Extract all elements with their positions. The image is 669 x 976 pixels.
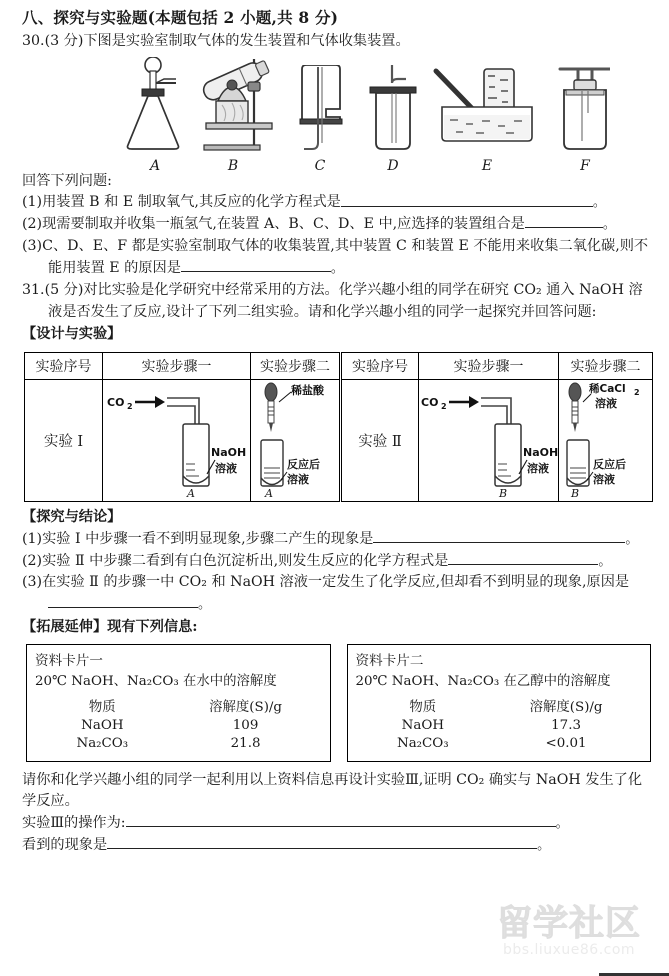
- card-two-row2-value: <0.01: [545, 736, 587, 752]
- question-30-item-3: [22, 236, 651, 279]
- q31-c2-label: (2): [22, 552, 43, 569]
- svg-text:溶液: 溶液: [593, 473, 615, 487]
- apparatus-label-E: E: [481, 157, 493, 174]
- svg-text:CO: CO: [107, 396, 125, 410]
- q30-item1-period: 。: [592, 195, 606, 211]
- q31-c3-label: (3): [22, 574, 43, 591]
- question-31-stem: 31.(5 分)对比实验是化学研究中经常采用的方法。化学兴趣小组的同学在研究 CO₂ 通入 NaOH 溶液是否发生了反应,设计了下列二组实验。请和化学兴趣小组的同学一起探究并回答问题:: [22, 282, 643, 320]
- inverted-collection-bottle-icon: [290, 65, 350, 153]
- apparatus-E: [432, 63, 542, 174]
- svg-text:稀盐酸: 稀盐酸: [291, 384, 324, 398]
- svg-text:稀CaCl: 稀CaCl: [589, 383, 626, 396]
- svg-text:2: 2: [127, 402, 133, 412]
- watermark-main-text: 留学社区: [496, 904, 641, 944]
- test-tube-heated-on-stand-icon: [190, 57, 276, 153]
- apparatus-A: [120, 57, 190, 174]
- experiment-1-index: 实验 Ⅰ: [25, 380, 103, 502]
- water-displacement-trough-icon: [432, 63, 542, 153]
- svg-text:溶液: 溶液: [527, 462, 549, 476]
- card-one-table: [35, 695, 322, 753]
- design-heading: 【设计与实验】: [22, 326, 122, 343]
- upright-collection-bottle-icon: [362, 61, 424, 153]
- extension-heading: 【拓展延伸】现有下列信息:: [22, 618, 198, 635]
- q31-c2-text: 实验 Ⅱ 中步骤二看到有白色沉淀析出,则发生反应的化学方程式是: [42, 552, 449, 569]
- q31-c1-blank[interactable]: [373, 529, 625, 543]
- apparatus-label-C: C: [314, 157, 326, 174]
- co2-into-naoh-test-tube-icon-2: [419, 380, 559, 502]
- q31-close1-text: 实验Ⅲ的操作为:: [22, 814, 126, 831]
- experiment-table: [24, 352, 653, 502]
- q30-item1-blank[interactable]: [341, 192, 593, 206]
- header-step-two-2: 实验步骤二: [559, 353, 653, 380]
- experiment-1-step-one-figure: [103, 380, 251, 502]
- svg-text:溶液: 溶液: [595, 397, 617, 411]
- header-step-two-1: 实验步骤二: [251, 353, 341, 380]
- card-two-row1-value: 17.3: [551, 718, 581, 734]
- card-one-row1-substance: NaOH: [81, 718, 124, 734]
- table-row: [35, 695, 322, 717]
- q31-closing-text: 请你和化学兴趣小组的同学一起利用以上资料信息再设计实验Ⅲ,证明 CO₂ 确实与 NaOH 发生了化学反应。: [22, 771, 643, 810]
- experiment-2-index: 实验 Ⅱ: [341, 380, 419, 502]
- experiment-1-step-two-tube-id: A: [265, 487, 273, 501]
- co2-into-naoh-test-tube-icon: [103, 380, 251, 502]
- apparatus-D: [362, 61, 424, 174]
- q31-close2-period: 。: [537, 837, 551, 853]
- apparatus-F: [552, 61, 618, 174]
- svg-text:溶液: 溶液: [215, 462, 237, 476]
- q30-item2-period: 。: [602, 217, 616, 233]
- q31-c2-blank[interactable]: [448, 551, 598, 565]
- gas-washing-bottle-icon: [552, 61, 618, 153]
- card-one-col-header-substance: 物质: [88, 700, 116, 716]
- q31-close1-period: 。: [555, 815, 569, 831]
- info-card-two: [347, 644, 652, 761]
- flask-with-thistle-tube-icon: [120, 57, 190, 153]
- card-one-row2-value: 21.8: [230, 736, 261, 752]
- experiment-1-step-one-tube-id: A: [187, 487, 195, 501]
- conclusion-heading: 【探究与结论】: [22, 509, 122, 526]
- apparatus-label-B: B: [227, 157, 239, 174]
- experiment-2-step-one-tube-id: B: [499, 487, 508, 501]
- q31-c1-text: 实验 Ⅰ 中步骤一看不到明显现象,步骤二产生的现象是: [42, 531, 374, 548]
- card-two-title: 资料卡片二: [355, 653, 424, 670]
- card-one-col-header-solubility: 溶解度(S)/g: [209, 700, 283, 716]
- info-cards: [26, 644, 651, 761]
- table-row: [35, 735, 322, 753]
- card-one-subtitle: 20℃ NaOH、Na₂CO₃ 在水中的溶解度: [35, 673, 277, 689]
- experiment-1-step-two-figure: [251, 380, 341, 502]
- question-30-stem: 30.(3 分)下图是实验室制取气体的发生装置和气体收集装置。: [22, 33, 410, 50]
- q30-item3-text: C、D、E、F 都是实验室制取气体的收集装置,其中装置 C 和装置 E 不能用来收集二氧化碳,则不能用装置 E 的原因是: [42, 237, 649, 276]
- card-one-title: 资料卡片一: [35, 653, 103, 670]
- question-30-prompt: 回答下列问题:: [22, 172, 112, 189]
- q30-item2-text: 现需要制取并收集一瓶氢气,在装置 A、B、C、D、E 中,应选择的装置组合是: [42, 216, 525, 233]
- table-row: [356, 717, 643, 735]
- table-row: [25, 380, 653, 502]
- card-two-row2-substance: Na₂CO₃: [396, 736, 449, 752]
- q31-c1-label: (1): [22, 531, 43, 548]
- apparatus-C: [290, 65, 350, 174]
- q30-item2-label: (2): [22, 216, 43, 233]
- question-30-item-1: [22, 192, 651, 214]
- q31-conclusion-item-1: [22, 529, 651, 551]
- card-one-row1-value: 109: [232, 718, 259, 734]
- section-heading: 八、探究与实验题(本题包括 2 小题,共 8 分): [22, 8, 339, 27]
- svg-text:反应后: 反应后: [287, 458, 320, 472]
- table-row: [356, 695, 643, 717]
- svg-text:NaOH: NaOH: [211, 446, 247, 460]
- svg-text:2: 2: [634, 388, 640, 398]
- header-exp-index-1: 实验序号: [25, 353, 103, 380]
- table-row: [356, 735, 643, 753]
- q31-close1-blank[interactable]: [126, 813, 556, 827]
- site-watermark: [477, 896, 661, 958]
- apparatus-diagram-strip: [22, 57, 651, 174]
- q31-close2-blank[interactable]: [107, 835, 537, 849]
- svg-text:NaOH: NaOH: [523, 446, 559, 460]
- q30-item2-blank[interactable]: [525, 214, 603, 228]
- experiment-2-step-one-figure: [419, 380, 559, 502]
- svg-text:反应后: 反应后: [593, 458, 626, 472]
- q31-c3-text: 在实验 Ⅱ 的步骤一中 CO₂ 和 NaOH 溶液一定发生了化学反应,但却看不到明显的现象,原因是: [42, 574, 630, 591]
- question-30-item-2: [22, 214, 651, 236]
- q31-conclusion-item-2: [22, 551, 651, 573]
- q30-item1-text: 用装置 B 和 E 制取氧气,其反应的化学方程式是: [42, 194, 341, 211]
- q31-closing-item-2: [22, 835, 651, 857]
- q30-item1-label: (1): [22, 194, 43, 211]
- experiment-2-step-two-tube-id: B: [571, 487, 580, 501]
- info-card-one: [26, 644, 331, 761]
- svg-text:CO: CO: [421, 396, 439, 410]
- apparatus-label-F: F: [580, 157, 590, 174]
- q31-c3-blank[interactable]: [48, 594, 198, 608]
- experiment-table-header-row: [25, 353, 653, 380]
- q31-closing-item-1: [22, 813, 651, 835]
- card-two-subtitle: 20℃ NaOH、Na₂CO₃ 在乙醇中的溶解度: [355, 673, 611, 689]
- header-exp-index-2: 实验序号: [341, 353, 419, 380]
- dropper-and-test-tube-icon: [251, 380, 341, 502]
- watermark-url-text: bbs.liuxue86.com: [502, 942, 636, 958]
- svg-text:2: 2: [441, 402, 447, 412]
- q31-c3-period: 。: [198, 597, 212, 613]
- header-step-one-2: 实验步骤一: [419, 353, 559, 380]
- q30-item3-period: 。: [330, 260, 344, 276]
- q31-c1-period: 。: [625, 532, 639, 548]
- q31-close2-text: 看到的现象是: [22, 836, 108, 853]
- apparatus-label-A: A: [149, 157, 161, 174]
- card-two-table: [356, 695, 643, 753]
- experiment-2-step-two-figure: [559, 380, 653, 502]
- header-step-one-1: 实验步骤一: [103, 353, 251, 380]
- q31-c2-period: 。: [598, 553, 612, 569]
- svg-text:溶液: 溶液: [287, 473, 309, 487]
- q31-conclusion-item-3: [22, 572, 651, 615]
- q30-item3-label: (3): [22, 237, 43, 254]
- dropper-and-test-tube-icon-2: [559, 380, 653, 502]
- apparatus-B: [190, 57, 276, 174]
- table-row: [35, 717, 322, 735]
- q30-item3-blank[interactable]: [181, 258, 331, 272]
- card-one-row2-substance: Na₂CO₃: [76, 736, 129, 752]
- card-two-col-header-substance: 物质: [409, 700, 437, 716]
- card-two-col-header-solubility: 溶解度(S)/g: [529, 700, 603, 716]
- card-two-row1-substance: NaOH: [401, 718, 444, 734]
- apparatus-label-D: D: [387, 157, 399, 174]
